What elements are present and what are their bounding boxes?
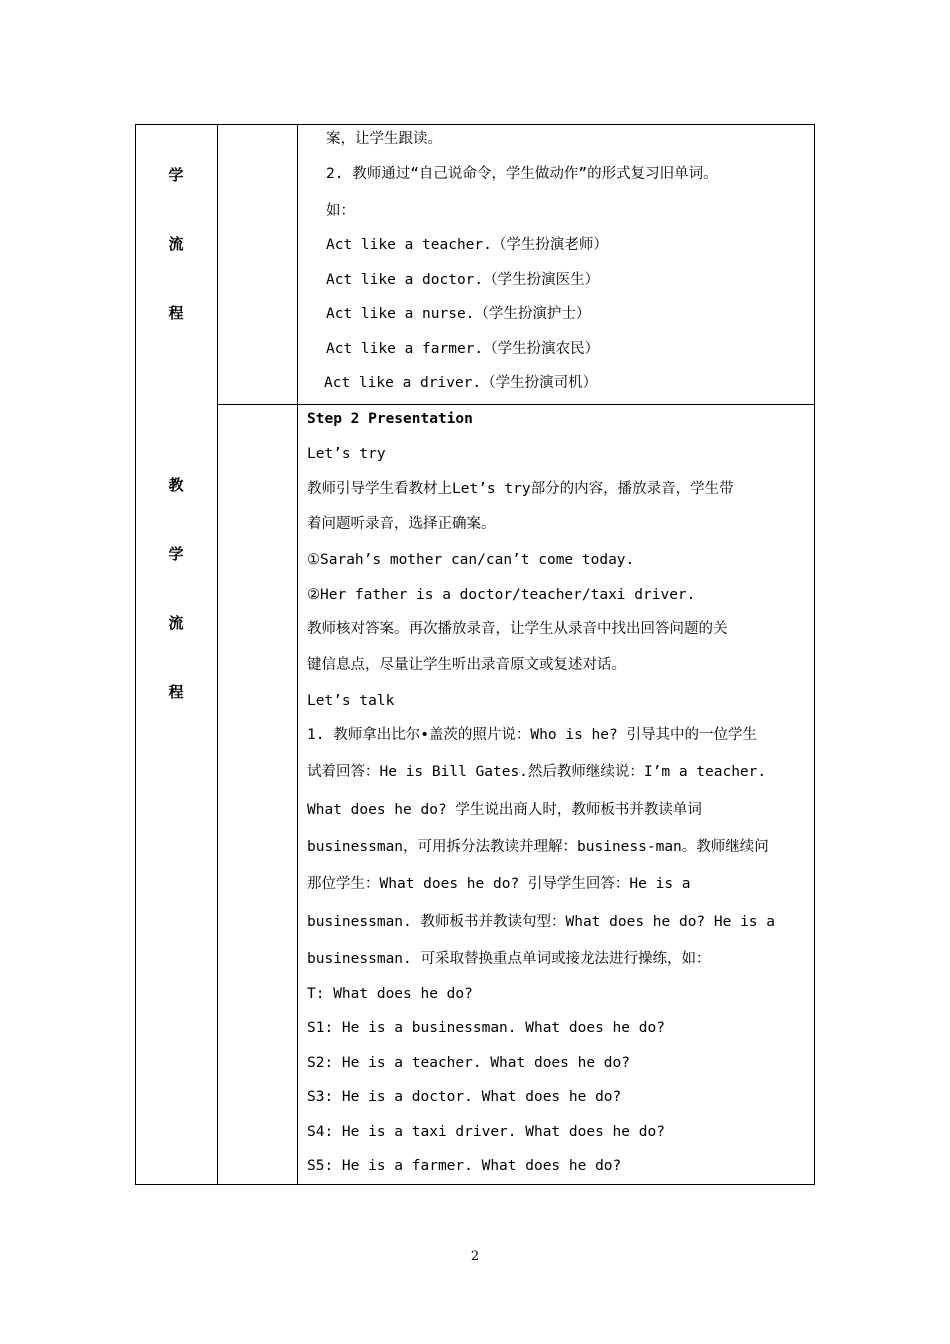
upper-text-line: Act like a farmer.（学生扮演农民） <box>326 341 600 357</box>
side-label-char: 程 <box>168 683 184 701</box>
lower-text-line: businessman. 可采取替换重点单词或接龙法进行操练，如： <box>307 951 711 967</box>
dialogue-line: S4: He is a taxi driver. What does he do? <box>307 1124 665 1140</box>
upper-text-line: 案，让学生跟读。 <box>326 131 442 147</box>
upper-text-line: 2. 教师通过“自己说命令，学生做动作”的形式复习旧单词。 <box>326 166 718 182</box>
lower-text-line: 试着回答：He is Bill Gates.然后教师继续说：I’m a teacher. <box>307 764 767 780</box>
step-heading: Step 2 Presentation <box>307 411 473 427</box>
section-heading: Let’s talk <box>307 693 395 709</box>
column-divider <box>217 125 218 1184</box>
lower-text-line: 教师核对答案。再次播放录音，让学生从录音中找出回答问题的关 <box>307 621 728 637</box>
lower-text-line: businessman，可用拆分法教读并理解：business-man。教师继续问 <box>307 839 769 855</box>
lesson-plan-table <box>135 124 815 1185</box>
row-divider <box>217 404 814 405</box>
side-label-char: 学 <box>168 545 184 563</box>
side-label-char: 流 <box>168 235 184 253</box>
lower-text-line: 着问题听录音，选择正确案。 <box>307 516 496 532</box>
side-label-char: 教 <box>168 476 184 494</box>
side-label-char: 学 <box>168 166 184 184</box>
upper-text-line: 如： <box>326 203 355 219</box>
dialogue-line: S3: He is a doctor. What does he do? <box>307 1089 622 1105</box>
lower-text-line: ①Sarah’s mother can/can’t come today. <box>307 552 635 568</box>
column-divider <box>297 125 298 1184</box>
lower-text-line: ②Her father is a doctor/teacher/taxi driver. <box>307 587 696 603</box>
lower-text-line: 教师引导学生看教材上Let’s try部分的内容，播放录音，学生带 <box>307 481 734 497</box>
lower-text-line: 1. 教师拿出比尔•盖茨的照片说：Who is he? 引导其中的一位学生 <box>307 727 757 743</box>
dialogue-line: S5: He is a farmer. What does he do? <box>307 1158 622 1174</box>
page-number: 2 <box>470 1249 480 1264</box>
side-label-char: 流 <box>168 614 184 632</box>
upper-text-line: Act like a nurse.（学生扮演护士） <box>326 306 591 322</box>
section-heading: Let’s try <box>307 446 386 462</box>
dialogue-line: S1: He is a businessman. What does he do? <box>307 1020 665 1036</box>
lower-text-line: What does he do? 学生说出商人时，教师板书并教读单词 <box>307 802 702 818</box>
side-label-char: 程 <box>168 304 184 322</box>
lower-text-line: businessman. 教师板书并教读句型：What does he do? He is a <box>307 914 775 930</box>
upper-text-line: Act like a driver.（学生扮演司机） <box>324 375 598 391</box>
upper-text-line: Act like a teacher.（学生扮演老师） <box>326 237 608 253</box>
dialogue-line: T: What does he do? <box>307 986 473 1002</box>
lower-text-line: 那位学生：What does he do? 引导学生回答：He is a <box>307 876 691 892</box>
upper-text-line: Act like a doctor.（学生扮演医生） <box>326 272 600 288</box>
lower-text-line: 键信息点，尽量让学生听出录音原文或复述对话。 <box>307 657 626 673</box>
dialogue-line: S2: He is a teacher. What does he do? <box>307 1055 631 1071</box>
